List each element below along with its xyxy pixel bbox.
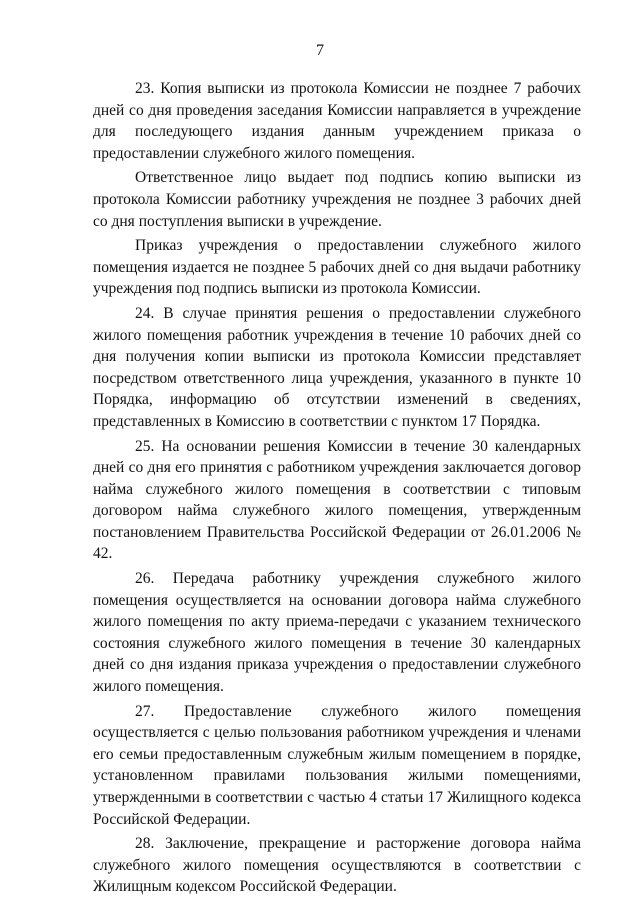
paragraph-24: 24. В случае принятия решения о предоставлении служебного жилого помещения работник учреждения в течение 10 рабочих дней со дня получения копии выписки из протокола Комиссии представляет посредством ответственного лица учреждения, указанного в пункте 10 Порядка, информацию об отсутствии изменений в сведениях, представленных в Комиссию в соответствии с пунктом 17 Порядка. — [93, 304, 581, 430]
paragraph-27: 27. Предоставление служебного жилого помещения осуществляется с целью пользования работником учреждения и членами его семьи предоставленным служебным жилым помещением в порядке, установленном правилами пользования жилыми помещениями, утвержденными в соответствии с частью 4 статьи 17 Жилищного кодекса Российской Федерации. — [93, 702, 581, 828]
page-number: 7 — [316, 42, 324, 59]
paragraph-23: 23. Копия выписки из протокола Комиссии не позднее 7 рабочих дней со дня проведения заседания Комиссии направляется в учреждение для последующего издания данным учреждением приказа о предоставлении служебного жилого помещения. — [93, 80, 581, 162]
document-body — [93, 78, 581, 901]
paragraph-23-order: Приказ учреждения о предоставлении служебного жилого помещения издается не позднее 5 рабочих дней со дня выдачи работнику учреждения под подпись выписки из протокола Комиссии. — [93, 237, 581, 298]
paragraph-25: 25. На основании решения Комиссии в течение 30 календарных дней со дня его принятия с работником учреждения заключается договор найма служебного жилого помещения в соответствии с типовым договором найма служебного жилого помещения, утвержденным постановлением Правительства Российской Федерации от 26.01.2006 № 42. — [93, 437, 581, 563]
paragraph-26: 26. Передача работнику учреждения служебного жилого помещения осуществляется на основании договора найма служебного жилого помещения по акту приема-передачи с указанием технического состояния служебного жилого помещения в течение 30 календарных дней со дня издания приказа учреждения о предоставлении служебного жилого помещения. — [93, 570, 581, 696]
paragraph-23-responsible-person: Ответственное лицо выдает под подпись копию выписки из протокола Комиссии работнику учреждения не позднее 3 рабочих дней со дня поступления выписки в учреждение. — [93, 169, 581, 230]
paragraph-28: 28. Заключение, прекращение и расторжение договора найма служебного жилого помещения осуществляются в соответствии с Жилищным кодексом Российской Федерации. — [93, 835, 581, 896]
